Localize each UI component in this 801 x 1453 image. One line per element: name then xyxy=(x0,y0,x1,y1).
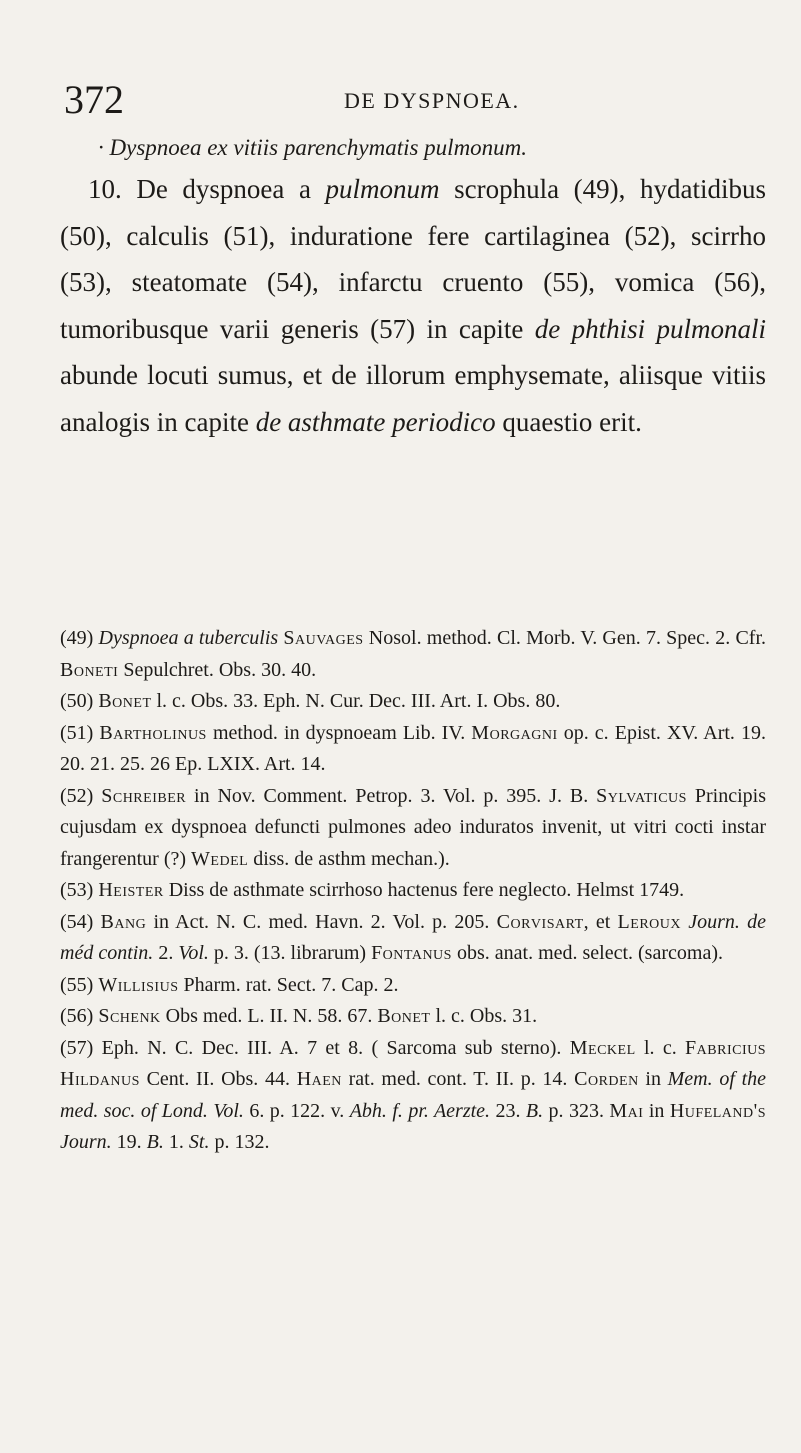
footnote-text: Abh. f. pr. Aerzte. xyxy=(349,1099,491,1122)
footnote-text: Vol. xyxy=(178,942,209,964)
paragraph-italic-2: de phthisi pulmonali xyxy=(534,313,766,344)
footnote-text: method. in dyspnoeam Lib. IV. xyxy=(206,721,472,744)
footnote-text: Bonet xyxy=(377,1005,431,1027)
footnote-text: Journ. xyxy=(60,1131,112,1153)
footnote-text: Sylvaticus xyxy=(596,784,687,807)
paragraph-number: 10. xyxy=(88,174,122,204)
paragraph-text-2: scrophula (49), hydatidibus (50), calculis (51), induratione fere cartilaginea (52), scirrho (53), steatomate (54), infarctu cruento (55), vomica (56), tumoribusque varii generis (57) in capite xyxy=(60,174,766,344)
footnote-text: Obs med. L. II. N. 58. 67. xyxy=(160,1005,378,1027)
footnote-text: l. c. Obs. 33. Eph. N. Cur. Dec. III. Art. I. Obs. 80. xyxy=(151,690,561,712)
footnote-text: p. 132. xyxy=(209,1131,270,1153)
footnote-text: Sepulchret. Obs. 30. 40. xyxy=(118,658,317,681)
footnote-text: 23. xyxy=(490,1099,526,1122)
footnote-text: B. xyxy=(146,1131,164,1153)
footnote-text: l. c. Obs. 31. xyxy=(430,1005,538,1027)
footnote-text: l. c. xyxy=(635,1036,686,1059)
footnote xyxy=(60,970,766,1002)
footnote-text: p. 323. xyxy=(543,1099,610,1122)
footnote-text: Mem. of the med. soc. of Lond. Vol. xyxy=(60,1068,766,1122)
footnote-text: 1. xyxy=(163,1131,189,1153)
footnote-text: Eph. N. C. Dec. III. A. 7 et 8. ( Sarcoma sub sterno). xyxy=(101,1036,570,1059)
footnote xyxy=(60,718,766,781)
footnote-text: Bonet xyxy=(98,690,152,712)
paragraph-italic-1: pulmonum xyxy=(325,174,440,204)
footnote xyxy=(60,875,766,907)
footnote-text: in Act. N. C. med. Havn. 2. Vol. p. 205. xyxy=(146,910,497,933)
footnote-text: B. xyxy=(525,1099,544,1122)
paragraph-text-1: De dyspnoea a xyxy=(136,174,326,204)
footnote-number: (54) xyxy=(60,910,101,933)
footnote-text: obs. anat. med. select. (sarcoma). xyxy=(451,942,723,964)
footnote xyxy=(60,1001,766,1033)
footnote-text: , et xyxy=(583,910,618,933)
footnote-text: Meckel xyxy=(569,1036,636,1059)
footnote-text: Cent. II. Obs. 44. xyxy=(139,1068,297,1090)
footnote-number: (49) xyxy=(60,627,99,649)
footnote-text: Principis cujusdam ex dyspnoea defuncti pulmones adeo induratos invenit, ut vitri cocti instar frangerentur (?) xyxy=(60,784,766,870)
footnote-number: (51) xyxy=(60,721,100,744)
footnote-text: p. 3. (13. librarum) xyxy=(208,942,372,964)
footnote xyxy=(60,907,766,970)
footnote-text: Pharm. rat. Sect. 7. Cap. 2. xyxy=(178,973,399,996)
footnote-number: (53) xyxy=(60,879,99,901)
footnote-text: Sauvages xyxy=(283,627,364,649)
footnote-text: Nosol. method. Cl. Morb. V. Gen. 7. Spec. 2. Cfr. xyxy=(363,627,766,649)
footnote-text: Schenk xyxy=(98,1005,161,1027)
footnote-text: Journ. de méd contin. xyxy=(60,910,766,964)
footnote-number: (57) xyxy=(60,1036,102,1059)
footnote-text: Wedel xyxy=(191,847,249,870)
footnote-text: 6. p. 122. v. xyxy=(243,1099,350,1122)
footnote-text: Mai xyxy=(609,1099,644,1122)
footnote-text: Willisius xyxy=(98,973,179,996)
footnote-text: Corvisart xyxy=(496,910,584,933)
footnote-text: Fabricius Hildanus xyxy=(60,1036,767,1090)
footnotes xyxy=(60,623,766,1159)
footnote xyxy=(60,623,766,686)
footnote-text: Bang xyxy=(100,910,147,933)
footnote-text: op. c. Epist. XV. Art. 19. 20. 21. 25. 26 Ep. LXIX. Art. 14. xyxy=(60,721,766,775)
page-header xyxy=(0,78,801,122)
paragraph-italic-3: de asthmate periodico xyxy=(255,406,496,437)
footnote-text: Schreiber xyxy=(101,784,187,807)
footnote-text: Heister xyxy=(98,879,164,901)
footnote-text: Morgagni xyxy=(471,721,558,744)
footnote-text: Diss de asthmate scirrhoso hactenus fere neglecto. Helmst 1749. xyxy=(163,879,685,901)
footnote-text: in Nov. Comment. Petrop. 3. Vol. p. 395. J. B. xyxy=(186,784,597,807)
footnote-text: Bartholinus xyxy=(99,721,207,744)
footnote-text: Hufeland's xyxy=(669,1099,767,1122)
footnote-text: Boneti xyxy=(60,658,119,681)
footnote-text: Dyspnoea a tuberculis xyxy=(98,627,279,649)
page-number: 372 xyxy=(64,77,124,122)
running-head: DE DYSPNOEA. xyxy=(344,88,520,113)
footnote-text: 2. xyxy=(153,942,179,964)
footnote-number: (52) xyxy=(60,784,102,807)
footnote-text: Fontanus xyxy=(371,942,452,964)
footnote-number: (55) xyxy=(60,973,99,996)
footnote xyxy=(60,1033,766,1159)
footnote-number: (56) xyxy=(60,1005,99,1027)
footnote-number: (50) xyxy=(60,690,99,712)
footnote xyxy=(60,686,766,718)
paragraph-text-3: abunde locuti sumus, et de illorum emphysemate, aliisque vitiis analogis in capite xyxy=(60,360,766,437)
footnote-text: rat. med. cont. T. II. p. 14. xyxy=(341,1068,575,1090)
footnote-text: 19. xyxy=(111,1131,147,1153)
footnote xyxy=(60,781,766,876)
footnote-text: in xyxy=(643,1099,670,1122)
footnote-text: diss. de asthm mechan.). xyxy=(248,847,450,870)
main-paragraph xyxy=(60,166,766,445)
footnote-text: St. xyxy=(188,1131,210,1153)
paragraph-text-4: quaestio erit. xyxy=(495,406,642,437)
footnote-text: Leroux xyxy=(617,910,681,933)
footnote-text: in xyxy=(638,1068,668,1090)
footnote-text: Corden xyxy=(574,1068,639,1090)
footnote-text: Haen xyxy=(296,1068,342,1090)
section-title: · Dyspnoea ex vitiis parenchymatis pulmonum. xyxy=(98,135,528,160)
